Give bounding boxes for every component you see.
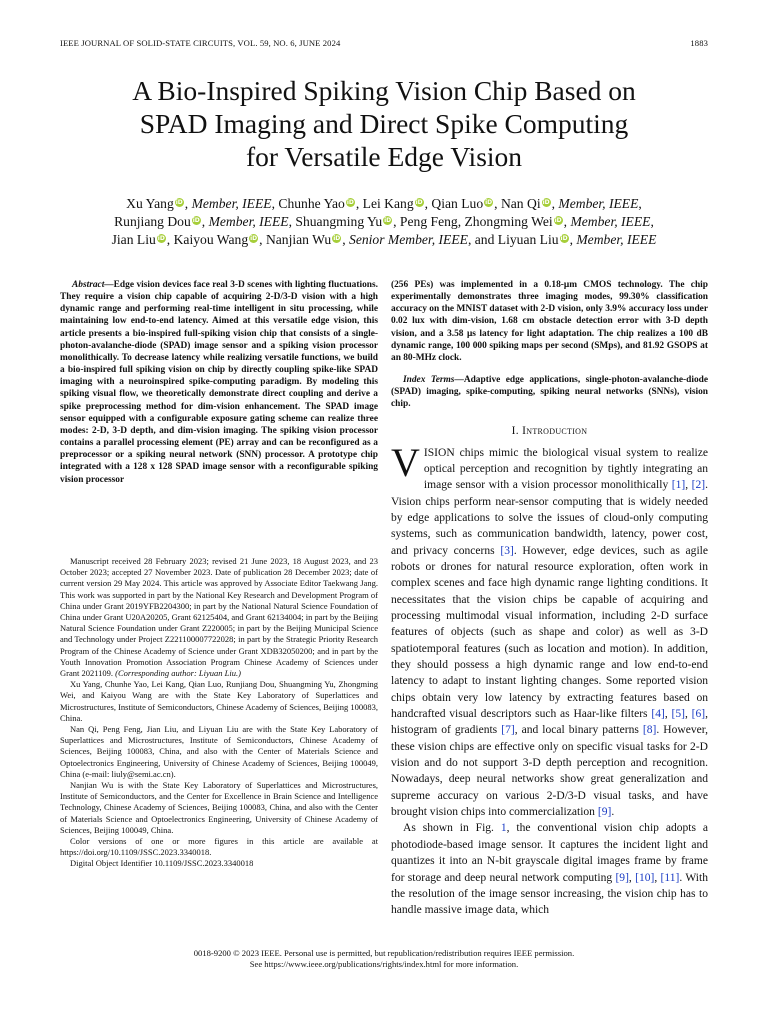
title-line-3: for Versatile Edge Vision: [245, 141, 523, 172]
body-text: histogram of gradients: [391, 724, 498, 737]
orcid-icon[interactable]: iD: [192, 217, 200, 225]
citation-link[interactable]: [4]: [651, 708, 665, 721]
author-name: Nan Qi: [500, 196, 541, 211]
citation-link[interactable]: [6]: [691, 708, 706, 721]
introduction-body: [391, 439, 709, 919]
author-name: Jian Liu: [111, 232, 156, 248]
author-name: Liyuan Liu: [497, 232, 559, 248]
author-name: Lei Kang: [362, 196, 414, 211]
author-membership: Member, IEEE: [558, 196, 639, 211]
paper-title: [60, 74, 708, 173]
orcid-icon[interactable]: iD: [542, 199, 550, 206]
title-line-1: A Bio-Inspired Spiking Vision Chip Based on: [132, 75, 636, 106]
author-line-3: Jian Liu iD , Kaiyou Wang iD , Nanjian Wu iD , Senior Member, IEEE, and Liyuan Liu iD , Member, IEEE: [111, 232, 657, 248]
affiliation-3: Nanjian Wu is with the State Key Laboratory of Superlattices and Microstructures, Institute of Semiconductors, and the Center for Excellence in Brain Science and Intelligence Technology, Chinese Academy of Sciences, Beijing 100083, China, and also with the Center of Materials Science and Optoelectronics Engineering, University of Chinese Academy of Sciences, Beijing 100049, China.: [60, 780, 378, 835]
author-membership: Member, IEEE: [576, 232, 657, 248]
index-terms: [391, 374, 708, 410]
body-text: With the resolution of the image sensor increasing, the vision chip has to handle massive image data, which: [391, 871, 708, 917]
abstract-continued: (256 PEs) was implemented in a 0.18-μm CMOS technology. The chip experimentally demonstrates three imaging modes, 99.30% classification accuracy on the MNIST dataset with 2-D vision, only 3.9% accuracy loss under 0.02 lux with dim-vision, 1.68 cm obstacle detection error with 3-D depth vision, and a 3.58 μs latency for light adaptation. The chip realizes a 100 dB dynamic range, 100 000 spiking maps per second (SMps), and 81.92 GSOPS at an 80-MHz clock.: [391, 280, 708, 363]
copyright-line-1: 0018-9200 © 2023 IEEE. Personal use is permitted, but republication/redistribution requires IEEE permission.: [193, 948, 575, 958]
citation-link[interactable]: [9]: [597, 806, 612, 819]
conjunction: and: [474, 232, 495, 248]
intro-paragraph-2: As shown in Fig. 1, the conventional vision chip adopts a photodiode-based image sensor. It captures the incident light and quantizes it into an N-bit grayscale digital images frame by frame for storage and deep neural network computing [9], [10], [11]. With the resolution of the image sensor increasing, the vision chip has to handle massive image data, which: [391, 822, 708, 917]
page-number: 1883: [690, 38, 708, 48]
author-membership: Member, IEEE: [570, 214, 651, 230]
author-name: Peng Feng: [399, 214, 458, 230]
author-membership: Senior Member, IEEE: [349, 232, 468, 248]
body-text: Vision chips perform near-sensor computing that is widely needed by edge applications to solve the issues of cloud-only computing systems, such as communication bandwidth, latency, power cost, and privacy concerns: [391, 495, 708, 557]
index-terms-label: Index Terms—: [403, 375, 464, 386]
author-name: Xu Yang: [126, 196, 174, 211]
abstract-text: Edge vision devices face real 3-D scenes with lighting fluctuations. They require a vision chip capable of acquiring 2-D/3-D vision with a high dynamic range and performing real-time intelligent in situ processing, while maintaining low end-to-end latency. Aimed at this versatile edge vision, this article presents a bio-inspired full-spiking vision chip that consists of a single-photon-avalanche-diode (SPAD) image sensor and a spiking vision processor monolithically. To decrease latency while realizing versatile functions, we build a bio-inspired full spiking vision on chip by directly coupling spike-like SPAD imaging with a neuroinspired spike-computing paradigm. By modeling this spiking visual flow, we theoretically demonstrate direct coupling and derive a spike preprocessing method for dim-vision enhancement. The SPAD image sensor equipped with a configurable exposure gating scheme can realize three modes: 2-D, 3-D depth, and dim-vision imaging. The spiking vision processor contains a parallel processing element (PE) array and can be reconfigured as a preprocessor or a spiking neural network (SNN) processor. A prototype chip integrated with a 128 x 128 SPAD image sensor with a reconfigurable spiking vision processor: [60, 280, 378, 485]
citation-link[interactable]: [5]: [671, 708, 685, 721]
author-line-2: Runjiang Dou iD , Member, IEEE, Shuangming Yu iD , Peng Feng, Zhongming Wei iD , Member, IEEE,: [114, 214, 654, 230]
citation-link[interactable]: [10]: [635, 871, 655, 884]
copyright-line-2: See https://www.ieee.org/publications/rights/index.html for more information.: [249, 959, 519, 970]
citation-link[interactable]: [3]: [500, 544, 514, 557]
orcid-icon[interactable]: iD: [560, 235, 568, 243]
orcid-icon[interactable]: iD: [485, 199, 493, 206]
author-membership: Member, IEEE: [208, 214, 289, 230]
orcid-icon[interactable]: iD: [384, 217, 392, 225]
orcid-icon[interactable]: iD: [250, 235, 258, 243]
corresponding-author: (Corresponding author: Liyuan Liu.): [115, 668, 241, 679]
doi-note: Digital Object Identifier 10.1109/JSSC.2023.3340018: [70, 858, 254, 869]
manuscript-note: [60, 556, 378, 679]
footnotes: [60, 556, 378, 870]
journal-name: IEEE JOURNAL OF SOLID-STATE CIRCUITS, VOL. 59, NO. 6, JUNE 2024: [60, 38, 341, 48]
citation-link[interactable]: [7]: [501, 724, 515, 737]
author-name: Qian Luo: [431, 196, 484, 211]
citation-link[interactable]: [2]: [691, 479, 706, 492]
left-column: [60, 279, 378, 486]
author-name: Runjiang Dou: [114, 214, 191, 230]
citation-link[interactable]: [1]: [671, 479, 686, 492]
running-head: [60, 38, 708, 48]
author-name: Chunhe Yao: [278, 196, 345, 211]
orcid-icon[interactable]: iD: [415, 199, 423, 206]
body-text: the conventional vision chip adopts a photodiode-based image sensor. It captures the incident light and quantizes it into an N-bit grayscale digital images frame by frame for storage and deep neural network computing: [391, 822, 708, 884]
author-list: [60, 195, 708, 250]
orcid-icon[interactable]: iD: [333, 235, 341, 243]
orcid-icon[interactable]: iD: [346, 199, 354, 206]
right-column: [391, 279, 708, 919]
orcid-icon[interactable]: iD: [157, 235, 165, 243]
copyright-notice: [60, 948, 708, 970]
orcid-icon[interactable]: iD: [175, 199, 183, 206]
affiliation-1: Xu Yang, Chunhe Yao, Lei Kang, Qian Luo, Runjiang Dou, Shuangming Yu, Zhongming Wei, and Kaiyou Wang are with the State Key Laboratory of Superlattices and Microstructures, Institute of Semiconductors, Chinese Academy of Sciences, Beijing 100083, China.: [60, 679, 378, 723]
author-name: Nanjian Wu: [265, 232, 332, 248]
body-text: As shown in Fig.: [403, 822, 494, 835]
citation-link[interactable]: [8]: [642, 724, 657, 737]
intro-paragraph-1: VISION chips mimic the biological visual system to realize optical perception and recognition by tightly integrating an image sensor with a vision processor monolithically [1], [2]. Vision chips perform near-sensor computing that is widely needed by edge applications to solve the issues of cloud-only computing systems, such as communication bandwidth, latency, power cost, and privacy concerns [3]. However, edge devices, such as agile robots or drones for natural resource exploration, often work in complex scenes and face high dynamic range lighting conditions. It necessitates that the vision chips be capable of acquiring and processing multimodal visual information, including 2-D surface features of objects (such as shape and color) as well as 3-D spatiotemporal features (such as location and motion). In addition, they should possess a high dynamic range and low end-to-end latency to adapt to instant lighting changes. Some reported vision chips obtain very low latency by extracting features based on handcrafted visual descriptors such as Haar-like filters [4], [5], [6], histogram of gradients [7], and local binary patterns [8]. However, these vision chips are effective only on specific visual tasks for 2-D vision and do not support 3-D depth perception and recognition. Nowadays, deep neural networks show great generalization and supreme accuracy on various 2-D/3-D visual tasks, and have brought vision chips into commercialization [9].: [391, 439, 709, 819]
orcid-icon[interactable]: iD: [554, 217, 562, 225]
color-note: Color versions of one or more figures in this article are available at https://doi.org/10.1109/JSSC.2023.3340018.: [60, 836, 378, 858]
affiliation-2: Nan Qi, Peng Feng, Jian Liu, and Liyuan Liu are with the State Key Laboratory of Superlattices and Microstructures, Institute of Semiconductors, Chinese Academy of Sciences, Beijing 100083, China, and also with the Center of Materials Science and Optoelectronics Engineering, University of Chinese Academy of Sciences, Beijing 100049, China (e-mail: liuly@semi.ac.cn).: [60, 724, 378, 779]
citation-link[interactable]: [11]: [660, 871, 680, 884]
citation-link[interactable]: [9]: [615, 871, 629, 884]
author-line-1: Xu Yang iD , Member, IEEE, Chunhe Yao iD , Lei Kang iD , Qian Luo iD , Nan Qi iD , Member, IEEE,: [126, 196, 642, 211]
section-heading: I. Introduction: [511, 424, 588, 437]
author-name: Shuangming Yu: [295, 214, 383, 230]
body-text: and local binary patterns: [521, 724, 639, 737]
body-text: However, these vision chips are effective only on specific visual tasks for 2-D vision and do not support 3-D depth perception and recognition. Nowadays, deep neural networks show great generalization and supreme accuracy on various 2-D/3-D visual tasks, and have brought vision chips into commercialization: [391, 724, 709, 819]
author-name: Zhongming Wei: [464, 214, 553, 230]
title-line-2: SPAD Imaging and Direct Spike Computing: [139, 108, 629, 139]
drop-cap: V: [391, 439, 420, 485]
abstract: [60, 279, 378, 486]
manuscript-text: Manuscript received 28 February 2023; revised 21 June 2023, 18 August 2023, and 23 October 2023; accepted 27 November 2023. Date of publication 28 December 2023; date of current version 29 May 2024. This article was approved by Associate Editor Taekwang Jang. This work was supported in part by the National Key Research and Development Program of China under Grant 2019YFB2204300; in part by the National Natural Science Foundation of China under Grant U20A20205, Grant 62125404, and Grant 62134004; in part by the Beijing Natural Science Foundation under Grant Z220005; in part by the Beijing Municipal Science and Technology under Project Z221100007722028; in part by the Strategic Priority Research Program of the Chinese Academy of Science under Grant XDB32050200; and in part by the Youth Innovation Promotion Association Program Chinese Academy of Sciences under Grant 2021109.: [60, 556, 378, 679]
author-membership: Member, IEEE: [191, 196, 272, 211]
index-terms-text: Adaptive edge applications, single-photon-avalanche-diode (SPAD) imaging, spike-computing, spiking neural networks (SNNs), vision chip.: [391, 375, 709, 410]
body-text: ISION chips mimic the biological visual system to realize optical perception and recognition by tightly integrating an image sensor with a vision processor monolithically: [423, 446, 708, 492]
author-name: Kaiyou Wang: [173, 232, 249, 248]
abstract-label: Abstract—: [72, 280, 114, 290]
body-text: However, edge devices, such as agile robots or drones for natural resource exploration, often work in complex scenes and face high dynamic range lighting conditions. It necessitates that the vision chips be capable of acquiring and processing multimodal visual information, including 2-D surface features of objects (such as shape and color) as well as 3-D spatiotemporal features (such as location and motion). In addition, they should possess a high dynamic range and low end-to-end latency to adapt to instant lighting changes. Some reported vision chips obtain very low latency by extracting features based on handcrafted visual descriptors such as Haar-like filters: [391, 544, 708, 721]
figure-link[interactable]: 1: [500, 822, 507, 835]
